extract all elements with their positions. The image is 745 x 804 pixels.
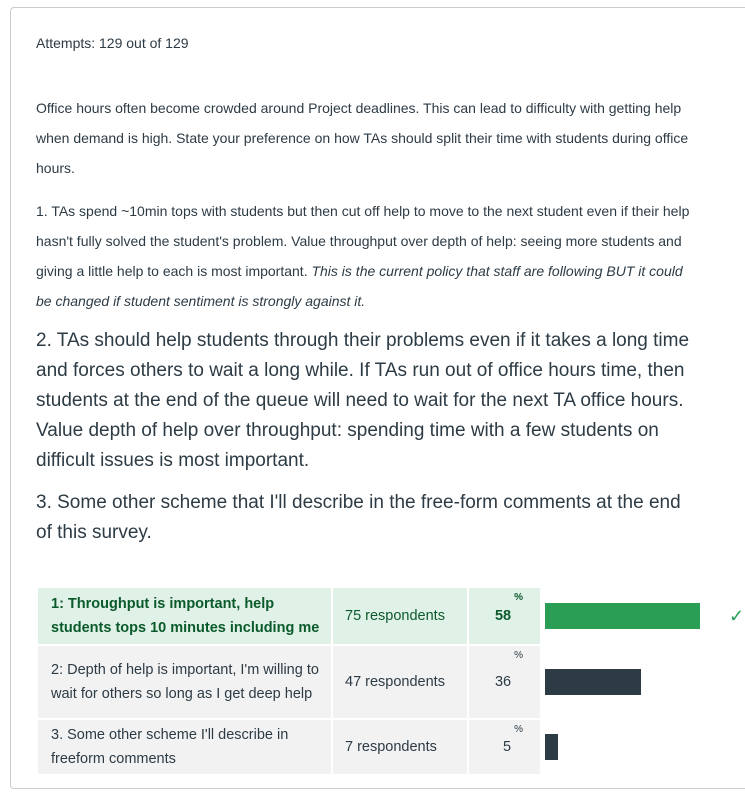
option-1-description bbox=[36, 196, 701, 316]
answer-label: 3. Some other scheme I'll describe in freeform comments bbox=[38, 720, 333, 774]
answer-percent bbox=[469, 646, 542, 718]
percent-value: 36 bbox=[494, 674, 512, 690]
bar-area bbox=[542, 588, 715, 644]
respondent-count: 7 respondents bbox=[333, 720, 469, 774]
percent-sign: % bbox=[514, 650, 523, 661]
bar-area bbox=[542, 720, 715, 774]
percent-value: 58 bbox=[494, 608, 512, 624]
answer-percent bbox=[469, 588, 542, 644]
result-bar bbox=[545, 603, 700, 629]
answer-row bbox=[38, 720, 715, 774]
percent-sign: % bbox=[514, 724, 523, 735]
answer-row bbox=[38, 646, 715, 718]
answer-row bbox=[38, 588, 715, 644]
question-card bbox=[10, 7, 745, 789]
percent-sign: % bbox=[514, 592, 523, 603]
bar-area bbox=[542, 646, 715, 718]
result-bar bbox=[545, 669, 641, 695]
option-3-description: 3. Some other scheme that I'll describe in the free-form comments at the end of this survey. bbox=[36, 492, 681, 543]
option-2-description: 2. TAs should help students through their problems even if it takes a long time and forces others to wait a long while. If TAs run out of office hours time, then students at the end of the queue will need to wait for the next TA office hours. Value depth of help over throughput: spending time with a few students on difficult issues is most important. bbox=[36, 330, 690, 471]
result-bar bbox=[545, 734, 558, 760]
correct-answer-check-icon: ✓ bbox=[729, 606, 745, 626]
option-1-text: 1. TAs spend ~10min tops with students but then cut off help to move to the next student even if their help hasn't fully solved the student's problem. Value throughput over depth of help: seeing more students and giving a little help to each is most important. bbox=[36, 203, 690, 279]
answer-percent bbox=[469, 720, 542, 774]
respondent-count: 75 respondents bbox=[333, 588, 469, 644]
answer-label: 2: Depth of help is important, I'm willing to wait for others so long as I get deep help bbox=[38, 646, 333, 718]
percent-value: 5 bbox=[503, 739, 512, 755]
respondent-count: 47 respondents bbox=[333, 646, 469, 718]
question-intro: Office hours often become crowded around Project deadlines. This can lead to difficulty with getting help when demand is high. State your preference on how TAs should split their time with students during office hours. bbox=[36, 100, 689, 176]
attempts-count: Attempts: 129 out of 129 bbox=[36, 35, 189, 51]
option-1-note: This is the current policy that staff are following BUT it could be changed if student sentiment is strongly against it. bbox=[36, 263, 683, 309]
answer-label: 1: Throughput is important, help students tops 10 minutes including me bbox=[38, 588, 333, 644]
